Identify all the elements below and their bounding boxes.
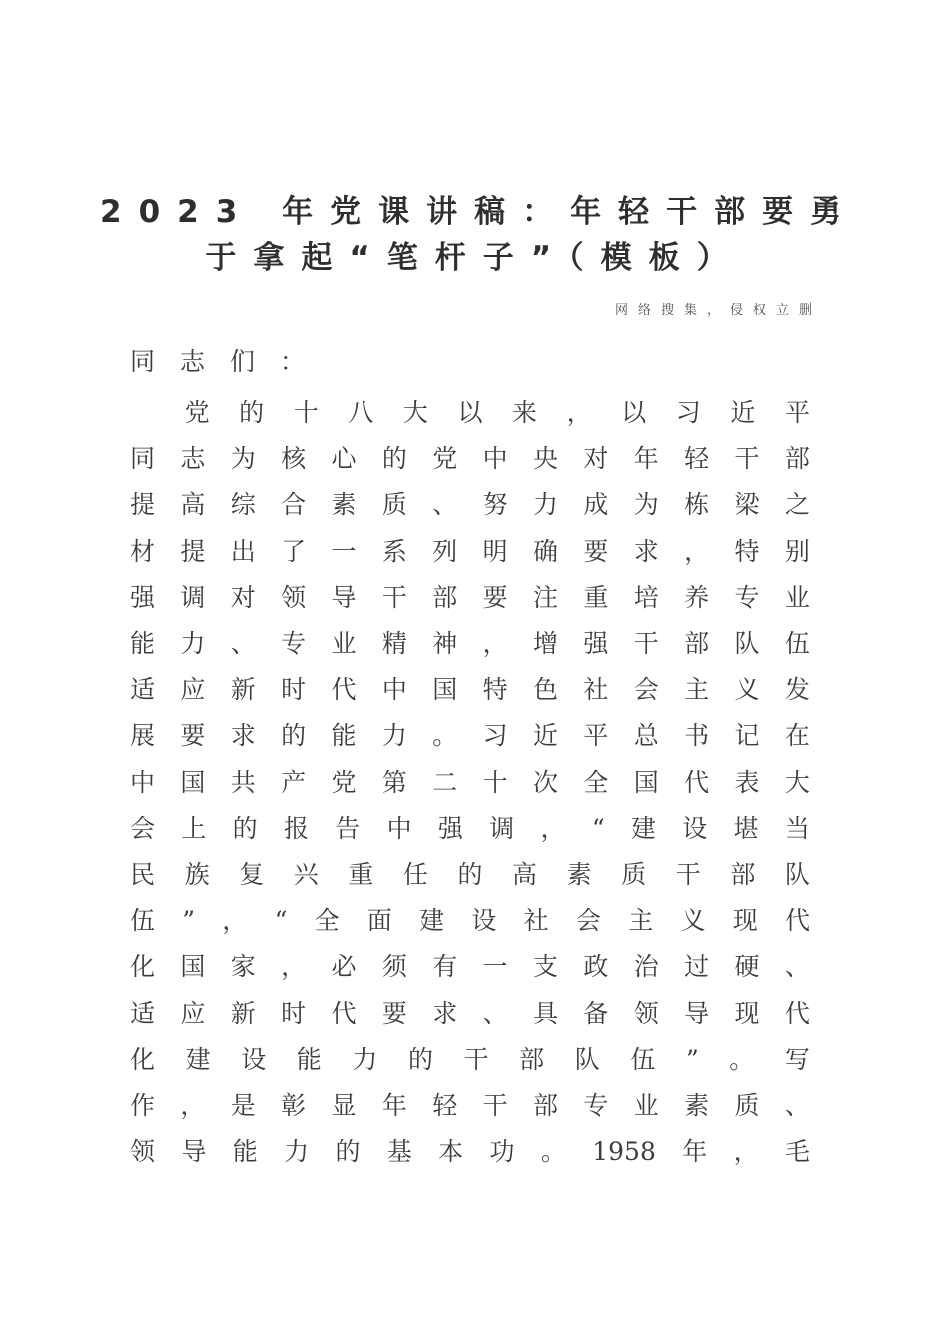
body-line: 党 的 十 八 大 以 来 ， 以 习 近 平	[184, 398, 810, 427]
body-line: 会 上 的 报 告 中 强 调 ， “ 建 设 堪 当	[130, 813, 810, 843]
body-line: 展 要 求 的 能 力 。 习 近 平 总 书 记 在	[130, 721, 810, 751]
body-line: 适 应 新 时 代 要 求 、 具 备 领 导 现 代	[130, 998, 810, 1028]
body-line: 化 建 设 能 力 的 干 部 队 伍 ” 。 写	[130, 1044, 810, 1074]
source-note: 网络搜集，侵权立删	[614, 303, 822, 318]
body-line: 伍 ” ， “ 全 面 建 设 社 会 主 义 现 代	[130, 906, 810, 936]
body-line: 适 应 新 时 代 中 国 特 色 社 会 主 义 发	[130, 675, 810, 705]
body-line: 强 调 对 领 导 干 部 要 注 重 培 养 专 业	[130, 582, 810, 612]
body-line: 民 族 复 兴 重 任 的 高 素 质 干 部 队	[130, 860, 810, 889]
body-line: 同 志 为 核 心 的 党 中 央 对 年 轻 干 部	[130, 444, 810, 474]
body-line: 化 国 家 ， 必 须 有 一 支 政 治 过 硬 、	[130, 952, 810, 982]
body-line: 作 ， 是 彰 显 年 轻 干 部 专 业 素 质 、	[130, 1091, 810, 1120]
body-line: 领 导 能 力 的 基 本 功 。 1958 年 ， 毛	[130, 1137, 810, 1167]
document-title-line-2: 于拿起“笔杆子”（模板）	[205, 240, 745, 276]
body-line: 材 提 出 了 一 系 列 明 确 要 求 ， 特 别	[130, 536, 810, 566]
document-title-line-1: 2023 年党课讲稿：年轻干部要勇	[100, 194, 859, 230]
body-line: 提 高 综 合 素 质 、 努 力 成 为 栋 梁 之	[130, 490, 810, 520]
body-line: 中 国 共 产 党 第 二 十 次 全 国 代 表 大	[130, 767, 810, 797]
body-line: 能 力 、 专 业 精 神 ， 增 强 干 部 队 伍	[130, 629, 810, 658]
salutation: 同志们：	[130, 347, 331, 376]
